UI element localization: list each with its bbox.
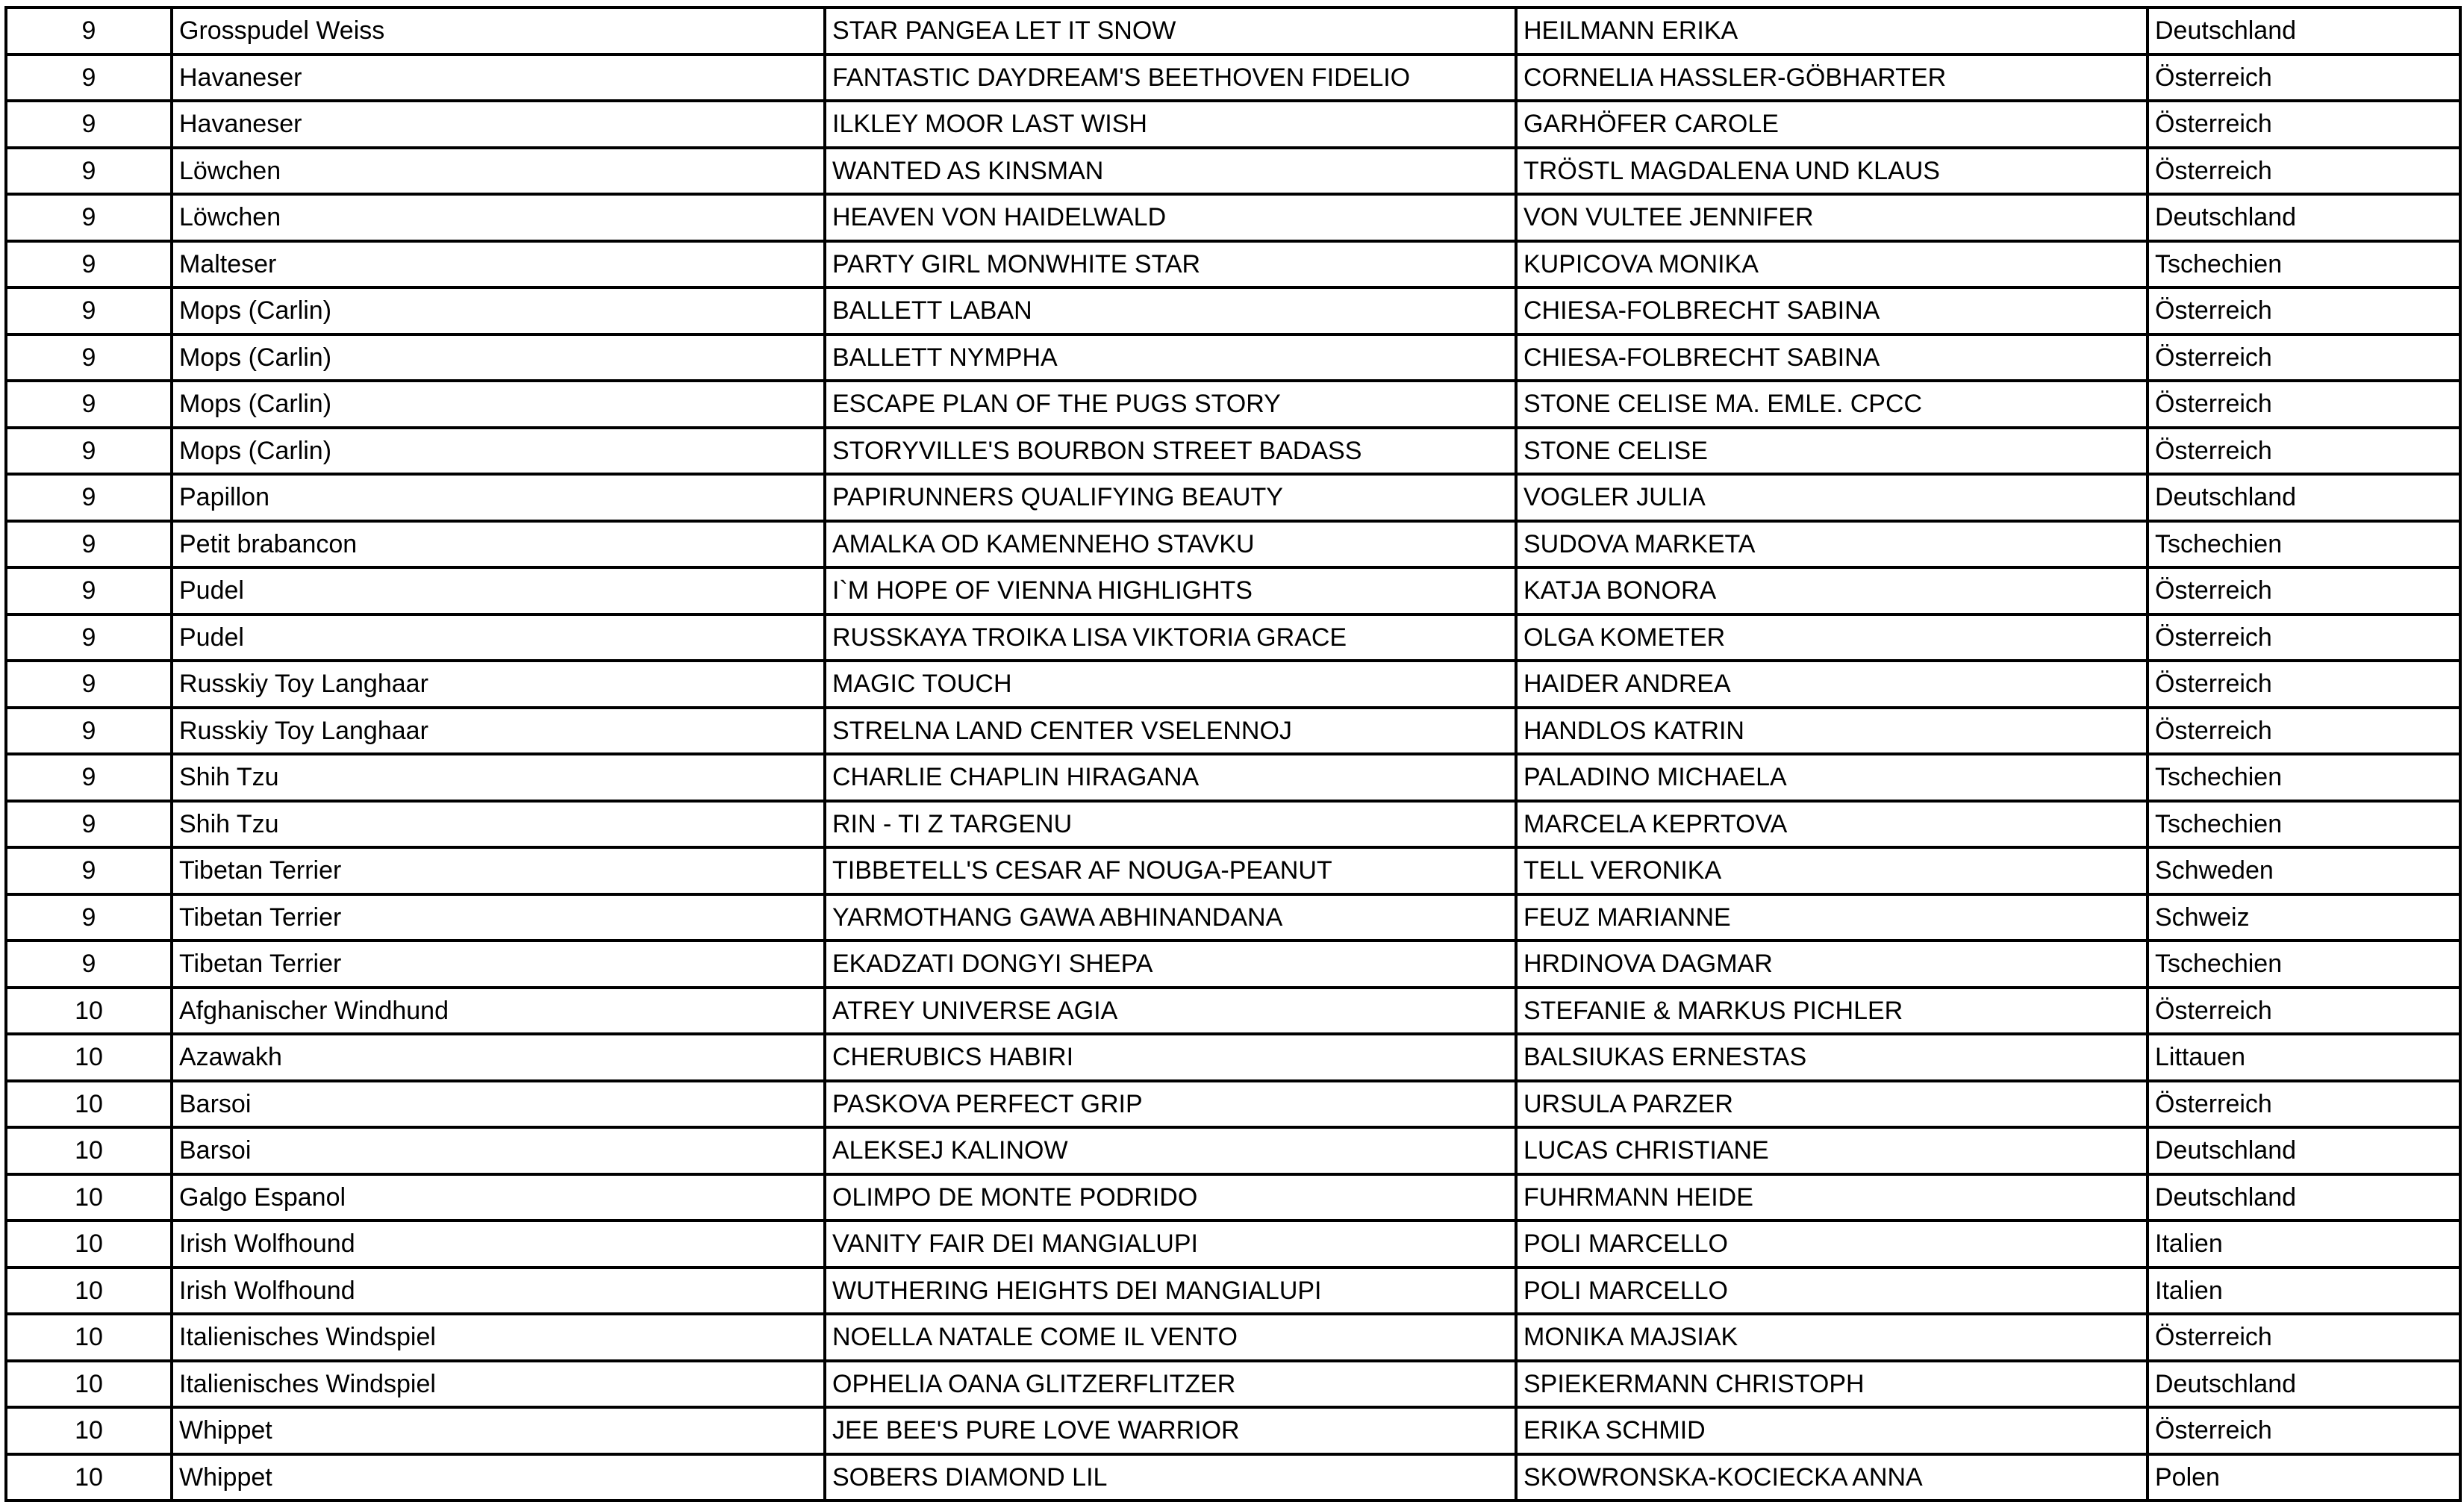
- owner-cell: TELL VERONIKA: [1516, 847, 2148, 894]
- class-cell: 9: [6, 708, 172, 755]
- table-row: [6, 661, 2460, 708]
- breed-cell: Mops (Carlin): [172, 287, 825, 334]
- dog-name-cell: ILKLEY MOOR LAST WISH: [825, 101, 1516, 148]
- class-cell: 9: [6, 614, 172, 661]
- dog-name-cell: WANTED AS KINSMAN: [825, 148, 1516, 195]
- country-cell: Österreich: [2148, 1407, 2460, 1454]
- owner-cell: TRÖSTL MAGDALENA UND KLAUS: [1516, 148, 2148, 195]
- dog-name-cell: HEAVEN VON HAIDELWALD: [825, 194, 1516, 241]
- breed-cell: Papillon: [172, 474, 825, 521]
- breed-cell: Barsoi: [172, 1127, 825, 1174]
- class-cell: 9: [6, 521, 172, 568]
- country-cell: Polen: [2148, 1454, 2460, 1501]
- table-row: [6, 428, 2460, 475]
- class-cell: 9: [6, 894, 172, 941]
- table-row: [6, 1314, 2460, 1361]
- dog-name-cell: BALLETT LABAN: [825, 287, 1516, 334]
- table-row: [6, 988, 2460, 1035]
- country-cell: Schweiz: [2148, 894, 2460, 941]
- owner-cell: KATJA BONORA: [1516, 567, 2148, 614]
- breed-cell: Mops (Carlin): [172, 381, 825, 428]
- table-row: [6, 847, 2460, 894]
- class-cell: 10: [6, 1127, 172, 1174]
- class-cell: 9: [6, 194, 172, 241]
- breed-cell: Shih Tzu: [172, 754, 825, 801]
- table-row: [6, 1127, 2460, 1174]
- table-row: [6, 894, 2460, 941]
- table-row: [6, 381, 2460, 428]
- dog-name-cell: EKADZATI DONGYI SHEPA: [825, 941, 1516, 988]
- table-row: [6, 1454, 2460, 1501]
- owner-cell: CORNELIA HASSLER-GÖBHARTER: [1516, 54, 2148, 102]
- dog-name-cell: ALEKSEJ KALINOW: [825, 1127, 1516, 1174]
- table-row: [6, 148, 2460, 195]
- dog-name-cell: I`M HOPE OF VIENNA HIGHLIGHTS: [825, 567, 1516, 614]
- owner-cell: STONE CELISE MA. EMLE. CPCC: [1516, 381, 2148, 428]
- country-cell: Österreich: [2148, 428, 2460, 475]
- class-cell: 9: [6, 101, 172, 148]
- dog-name-cell: AMALKA OD KAMENNEHO STAVKU: [825, 521, 1516, 568]
- class-cell: 10: [6, 1407, 172, 1454]
- breed-cell: Havaneser: [172, 101, 825, 148]
- class-cell: 10: [6, 1268, 172, 1315]
- class-cell: 9: [6, 148, 172, 195]
- owner-cell: STONE CELISE: [1516, 428, 2148, 475]
- dog-name-cell: ATREY UNIVERSE AGIA: [825, 988, 1516, 1035]
- class-cell: 10: [6, 1454, 172, 1501]
- owner-cell: MONIKA MAJSIAK: [1516, 1314, 2148, 1361]
- results-table: [4, 6, 2462, 1502]
- dog-name-cell: RUSSKAYA TROIKA LISA VIKTORIA GRACE: [825, 614, 1516, 661]
- owner-cell: PALADINO MICHAELA: [1516, 754, 2148, 801]
- owner-cell: HAIDER ANDREA: [1516, 661, 2148, 708]
- country-cell: Littauen: [2148, 1034, 2460, 1081]
- owner-cell: ERIKA SCHMID: [1516, 1407, 2148, 1454]
- owner-cell: VON VULTEE JENNIFER: [1516, 194, 2148, 241]
- table-row: [6, 521, 2460, 568]
- table-row: [6, 334, 2460, 381]
- class-cell: 9: [6, 381, 172, 428]
- breed-cell: Tibetan Terrier: [172, 941, 825, 988]
- dog-name-cell: YARMOTHANG GAWA ABHINANDANA: [825, 894, 1516, 941]
- class-cell: 10: [6, 1314, 172, 1361]
- country-cell: Tschechien: [2148, 754, 2460, 801]
- country-cell: Deutschland: [2148, 474, 2460, 521]
- table-row: [6, 7, 2460, 54]
- dog-name-cell: STORYVILLE'S BOURBON STREET BADASS: [825, 428, 1516, 475]
- country-cell: Österreich: [2148, 381, 2460, 428]
- breed-cell: Italienisches Windspiel: [172, 1361, 825, 1408]
- class-cell: 9: [6, 287, 172, 334]
- class-cell: 10: [6, 988, 172, 1035]
- country-cell: Österreich: [2148, 614, 2460, 661]
- table-row: [6, 1221, 2460, 1268]
- class-cell: 9: [6, 801, 172, 848]
- class-cell: 10: [6, 1081, 172, 1128]
- class-cell: 10: [6, 1361, 172, 1408]
- owner-cell: FUHRMANN HEIDE: [1516, 1174, 2148, 1221]
- breed-cell: Petit brabancon: [172, 521, 825, 568]
- class-cell: 9: [6, 474, 172, 521]
- country-cell: Österreich: [2148, 661, 2460, 708]
- owner-cell: SPIEKERMANN CHRISTOPH: [1516, 1361, 2148, 1408]
- table-row: [6, 941, 2460, 988]
- class-cell: 9: [6, 334, 172, 381]
- breed-cell: Afghanischer Windhund: [172, 988, 825, 1035]
- dog-name-cell: STAR PANGEA LET IT SNOW: [825, 7, 1516, 54]
- class-cell: 9: [6, 428, 172, 475]
- dog-name-cell: WUTHERING HEIGHTS DEI MANGIALUPI: [825, 1268, 1516, 1315]
- owner-cell: FEUZ MARIANNE: [1516, 894, 2148, 941]
- class-cell: 10: [6, 1174, 172, 1221]
- owner-cell: HANDLOS KATRIN: [1516, 708, 2148, 755]
- country-cell: Tschechien: [2148, 521, 2460, 568]
- breed-cell: Galgo Espanol: [172, 1174, 825, 1221]
- dog-name-cell: PARTY GIRL MONWHITE STAR: [825, 241, 1516, 288]
- dog-name-cell: STRELNA LAND CENTER VSELENNOJ: [825, 708, 1516, 755]
- table-row: [6, 1081, 2460, 1128]
- owner-cell: URSULA PARZER: [1516, 1081, 2148, 1128]
- owner-cell: VOGLER JULIA: [1516, 474, 2148, 521]
- owner-cell: BALSIUKAS ERNESTAS: [1516, 1034, 2148, 1081]
- table-row: [6, 287, 2460, 334]
- breed-cell: Tibetan Terrier: [172, 894, 825, 941]
- breed-cell: Mops (Carlin): [172, 334, 825, 381]
- dog-name-cell: JEE BEE'S PURE LOVE WARRIOR: [825, 1407, 1516, 1454]
- breed-cell: Mops (Carlin): [172, 428, 825, 475]
- country-cell: Österreich: [2148, 567, 2460, 614]
- breed-cell: Pudel: [172, 614, 825, 661]
- owner-cell: SKOWRONSKA-KOCIECKA ANNA: [1516, 1454, 2148, 1501]
- table-row: [6, 1268, 2460, 1315]
- owner-cell: KUPICOVA MONIKA: [1516, 241, 2148, 288]
- dog-name-cell: PAPIRUNNERS QUALIFYING BEAUTY: [825, 474, 1516, 521]
- dog-name-cell: TIBBETELL'S CESAR AF NOUGA-PEANUT: [825, 847, 1516, 894]
- country-cell: Österreich: [2148, 1314, 2460, 1361]
- table-row: [6, 708, 2460, 755]
- dog-name-cell: PASKOVA PERFECT GRIP: [825, 1081, 1516, 1128]
- country-cell: Tschechien: [2148, 801, 2460, 848]
- country-cell: Tschechien: [2148, 941, 2460, 988]
- dog-name-cell: FANTASTIC DAYDREAM'S BEETHOVEN FIDELIO: [825, 54, 1516, 102]
- breed-cell: Russkiy Toy Langhaar: [172, 708, 825, 755]
- table-row: [6, 1174, 2460, 1221]
- class-cell: 9: [6, 661, 172, 708]
- breed-cell: Tibetan Terrier: [172, 847, 825, 894]
- dog-name-cell: BALLETT NYMPHA: [825, 334, 1516, 381]
- owner-cell: POLI MARCELLO: [1516, 1221, 2148, 1268]
- country-cell: Österreich: [2148, 148, 2460, 195]
- country-cell: Italien: [2148, 1268, 2460, 1315]
- country-cell: Tschechien: [2148, 241, 2460, 288]
- breed-cell: Irish Wolfhound: [172, 1268, 825, 1315]
- breed-cell: Löwchen: [172, 194, 825, 241]
- dog-name-cell: VANITY FAIR DEI MANGIALUPI: [825, 1221, 1516, 1268]
- breed-cell: Azawakh: [172, 1034, 825, 1081]
- dog-name-cell: RIN - TI Z TARGENU: [825, 801, 1516, 848]
- table-row: [6, 1361, 2460, 1408]
- dog-name-cell: SOBERS DIAMOND LIL: [825, 1454, 1516, 1501]
- owner-cell: CHIESA-FOLBRECHT SABINA: [1516, 287, 2148, 334]
- table-row: [6, 567, 2460, 614]
- dog-name-cell: NOELLA NATALE COME IL VENTO: [825, 1314, 1516, 1361]
- table-row: [6, 101, 2460, 148]
- country-cell: Österreich: [2148, 287, 2460, 334]
- dog-name-cell: OLIMPO DE MONTE PODRIDO: [825, 1174, 1516, 1221]
- table-row: [6, 1034, 2460, 1081]
- class-cell: 9: [6, 567, 172, 614]
- class-cell: 9: [6, 241, 172, 288]
- table-row: [6, 241, 2460, 288]
- dog-name-cell: CHERUBICS HABIRI: [825, 1034, 1516, 1081]
- country-cell: Deutschland: [2148, 7, 2460, 54]
- breed-cell: Italienisches Windspiel: [172, 1314, 825, 1361]
- owner-cell: CHIESA-FOLBRECHT SABINA: [1516, 334, 2148, 381]
- table-row: [6, 1407, 2460, 1454]
- breed-cell: Pudel: [172, 567, 825, 614]
- owner-cell: LUCAS CHRISTIANE: [1516, 1127, 2148, 1174]
- country-cell: Deutschland: [2148, 194, 2460, 241]
- class-cell: 10: [6, 1221, 172, 1268]
- owner-cell: SUDOVA MARKETA: [1516, 521, 2148, 568]
- owner-cell: STEFANIE & MARKUS PICHLER: [1516, 988, 2148, 1035]
- table-row: [6, 194, 2460, 241]
- country-cell: Österreich: [2148, 988, 2460, 1035]
- dog-name-cell: OPHELIA OANA GLITZERFLITZER: [825, 1361, 1516, 1408]
- class-cell: 9: [6, 847, 172, 894]
- country-cell: Deutschland: [2148, 1127, 2460, 1174]
- results-table-body: [6, 7, 2460, 1501]
- breed-cell: Barsoi: [172, 1081, 825, 1128]
- breed-cell: Löwchen: [172, 148, 825, 195]
- breed-cell: Whippet: [172, 1454, 825, 1501]
- table-row: [6, 801, 2460, 848]
- breed-cell: Shih Tzu: [172, 801, 825, 848]
- country-cell: Österreich: [2148, 54, 2460, 102]
- owner-cell: HRDINOVA DAGMAR: [1516, 941, 2148, 988]
- breed-cell: Malteser: [172, 241, 825, 288]
- dog-name-cell: CHARLIE CHAPLIN HIRAGANA: [825, 754, 1516, 801]
- breed-cell: Irish Wolfhound: [172, 1221, 825, 1268]
- table-row: [6, 474, 2460, 521]
- owner-cell: GARHÖFER CAROLE: [1516, 101, 2148, 148]
- dog-name-cell: ESCAPE PLAN OF THE PUGS STORY: [825, 381, 1516, 428]
- country-cell: Österreich: [2148, 708, 2460, 755]
- class-cell: 9: [6, 54, 172, 102]
- owner-cell: POLI MARCELLO: [1516, 1268, 2148, 1315]
- dog-name-cell: MAGIC TOUCH: [825, 661, 1516, 708]
- breed-cell: Havaneser: [172, 54, 825, 102]
- breed-cell: Whippet: [172, 1407, 825, 1454]
- country-cell: Schweden: [2148, 847, 2460, 894]
- country-cell: Österreich: [2148, 101, 2460, 148]
- table-row: [6, 54, 2460, 102]
- class-cell: 10: [6, 1034, 172, 1081]
- country-cell: Deutschland: [2148, 1361, 2460, 1408]
- country-cell: Österreich: [2148, 334, 2460, 381]
- country-cell: Deutschland: [2148, 1174, 2460, 1221]
- breed-cell: Grosspudel Weiss: [172, 7, 825, 54]
- owner-cell: OLGA KOMETER: [1516, 614, 2148, 661]
- class-cell: 9: [6, 754, 172, 801]
- country-cell: Österreich: [2148, 1081, 2460, 1128]
- table-row: [6, 614, 2460, 661]
- country-cell: Italien: [2148, 1221, 2460, 1268]
- owner-cell: HEILMANN ERIKA: [1516, 7, 2148, 54]
- class-cell: 9: [6, 7, 172, 54]
- owner-cell: MARCELA KEPRTOVA: [1516, 801, 2148, 848]
- class-cell: 9: [6, 941, 172, 988]
- table-row: [6, 754, 2460, 801]
- breed-cell: Russkiy Toy Langhaar: [172, 661, 825, 708]
